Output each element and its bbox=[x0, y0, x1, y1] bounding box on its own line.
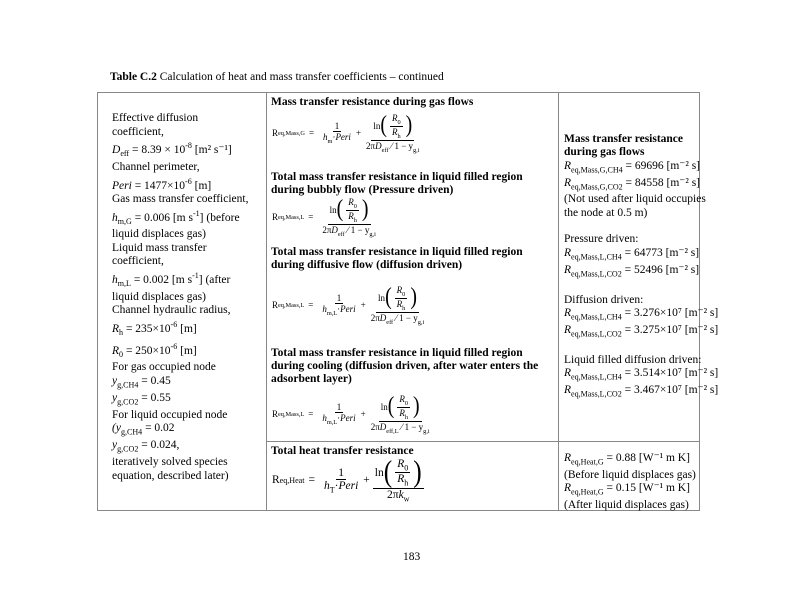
parameter-line: equation, described later) bbox=[112, 469, 229, 482]
parameter-line bbox=[112, 318, 262, 340]
r-subscript: eq,Mass,L bbox=[278, 301, 305, 309]
subscript: m,G bbox=[117, 216, 132, 226]
conduction-term bbox=[373, 455, 424, 503]
numerator bbox=[397, 394, 410, 408]
result-line bbox=[564, 452, 699, 469]
convection-term bbox=[320, 293, 357, 317]
parameter-line bbox=[112, 392, 262, 409]
result-value: = 64773 [m⁻² s] bbox=[621, 246, 700, 259]
unit: [m] bbox=[177, 322, 197, 335]
heading-diffusive-flow: Total mass transfer resistance in liquid filled region during diffusive flow (diffusion driven) bbox=[271, 246, 523, 272]
paren-open: ( bbox=[387, 393, 395, 420]
y-sub: g,i bbox=[417, 318, 425, 326]
r-symbol: R bbox=[564, 263, 572, 276]
symbol: D bbox=[112, 144, 121, 157]
numerator bbox=[371, 113, 414, 141]
paren-open: ( bbox=[336, 196, 344, 223]
denominator bbox=[321, 132, 353, 145]
paren-close: ) bbox=[405, 112, 413, 139]
rh-sub: h bbox=[404, 478, 409, 488]
slash: ⁄ bbox=[393, 312, 400, 323]
k: k bbox=[398, 488, 404, 501]
log-term bbox=[381, 394, 420, 421]
one-minus-y: 1 − y bbox=[399, 312, 418, 323]
r-subscript: eq,Mass,L,CO2 bbox=[571, 268, 622, 278]
result-value: = 0.15 [W⁻¹ m K] bbox=[603, 482, 690, 495]
results-title: during gas flows bbox=[564, 146, 645, 159]
paren-open: ( bbox=[380, 112, 387, 139]
ratio bbox=[397, 394, 410, 421]
equation-gas-flow bbox=[272, 113, 425, 153]
plus: + bbox=[363, 474, 370, 487]
h: h bbox=[322, 304, 327, 315]
heading-cooling: Total mass transfer resistance in liquid filled region during cooling (diffusion driven, after water enters the adsorbent layer) bbox=[271, 347, 539, 386]
r0-sub: 0 bbox=[404, 463, 409, 473]
d-sub: eff bbox=[386, 318, 394, 326]
two-pi: 2π bbox=[387, 488, 399, 501]
slash: ⁄ bbox=[388, 140, 395, 151]
d-sub: eff,L bbox=[386, 427, 399, 435]
slash: ⁄ bbox=[398, 421, 405, 432]
two-pi: 2π bbox=[366, 140, 376, 151]
result-line bbox=[564, 307, 719, 324]
equals: = bbox=[308, 212, 314, 223]
superscript: -1 bbox=[192, 208, 200, 218]
r0: R bbox=[397, 458, 405, 470]
one-minus-y: 1 − y bbox=[350, 224, 370, 235]
ratio bbox=[395, 458, 410, 488]
caption-text: Calculation of heat and mass transfer coefficients – continued bbox=[156, 71, 444, 83]
one: 1 bbox=[336, 293, 342, 304]
h-sub: m,L bbox=[326, 310, 338, 318]
r-subscript: eq,Mass,L bbox=[278, 213, 305, 221]
one-minus-y: 1 − y bbox=[394, 140, 414, 151]
numerator bbox=[395, 458, 410, 473]
ratio bbox=[395, 285, 408, 312]
log-term bbox=[330, 197, 369, 224]
parameter-line: Liquid mass transfer bbox=[112, 241, 207, 254]
peri: Peri bbox=[338, 479, 359, 492]
symbol: Peri bbox=[112, 179, 132, 192]
denominator bbox=[390, 127, 403, 140]
paren-close: ) bbox=[410, 284, 417, 311]
superscript: -6 bbox=[185, 176, 192, 186]
symbol: R bbox=[112, 344, 120, 357]
r0-sub: 0 bbox=[353, 202, 357, 210]
convection-term bbox=[322, 467, 360, 494]
section-label: Liquid filled diffusion driven: bbox=[564, 353, 702, 366]
unit: ] (before bbox=[199, 211, 240, 224]
symbol: h bbox=[112, 273, 118, 286]
denominator bbox=[395, 473, 410, 487]
parameter-line bbox=[112, 269, 262, 291]
denominator bbox=[395, 299, 408, 312]
r0-sub: 0 bbox=[404, 399, 409, 407]
d-eff: D bbox=[379, 421, 387, 432]
parameters-column bbox=[112, 112, 262, 483]
y-sub: g,i bbox=[423, 427, 430, 435]
results-mass bbox=[564, 133, 719, 401]
one: 1 bbox=[336, 402, 342, 413]
heading-gas-flow: Mass transfer resistance during gas flows bbox=[271, 96, 474, 108]
column-divider bbox=[266, 93, 267, 510]
r-subscript: eq,Mass,L,CH4 bbox=[571, 252, 622, 262]
denominator bbox=[346, 211, 359, 224]
parameter-line: Channel hydraulic radius, bbox=[112, 304, 231, 317]
rh-sub: h bbox=[402, 304, 406, 312]
paren-open: ( bbox=[383, 455, 393, 489]
parameter-line bbox=[112, 175, 262, 193]
d-sub: eff bbox=[381, 146, 389, 154]
numerator bbox=[346, 197, 359, 211]
r-symbol: R bbox=[564, 307, 572, 320]
section-label: Pressure driven: bbox=[564, 233, 639, 246]
r-subscript: eq,Mass,G bbox=[278, 129, 305, 137]
r0: R bbox=[348, 197, 354, 207]
subscript: g,CO2 bbox=[117, 397, 139, 407]
denominator bbox=[397, 408, 410, 421]
symbol: (y bbox=[112, 422, 121, 435]
denominator bbox=[369, 422, 432, 435]
note: (Before liquid displaces gas) bbox=[564, 468, 696, 481]
symbol: y bbox=[112, 391, 118, 404]
rh: R bbox=[396, 298, 403, 309]
note: the node at 0.5 m) bbox=[564, 206, 648, 219]
h-sub: m bbox=[327, 138, 333, 146]
numerator bbox=[336, 467, 346, 480]
r0: R bbox=[391, 113, 398, 123]
one: 1 bbox=[338, 466, 344, 479]
denominator bbox=[322, 480, 360, 494]
numerator bbox=[335, 402, 344, 413]
parameter-line bbox=[112, 207, 262, 229]
parameter-line: For liquid occupied node bbox=[112, 408, 228, 421]
convection-term bbox=[321, 121, 353, 145]
result-value: = 69696 [m⁻² s] bbox=[622, 159, 701, 172]
dot: · bbox=[337, 413, 341, 424]
rh: R bbox=[397, 473, 405, 486]
unit: [m² s⁻¹] bbox=[191, 144, 232, 157]
two-pi: 2π bbox=[370, 312, 380, 323]
ln: ln bbox=[374, 466, 384, 479]
caption-label: Table C.2 bbox=[110, 71, 157, 83]
conduction-term bbox=[369, 394, 432, 434]
subscript: g,CO2 bbox=[117, 444, 139, 454]
note: (Not used after liquid occupies bbox=[564, 193, 706, 206]
result-line bbox=[564, 264, 699, 281]
k-sub: w bbox=[403, 493, 410, 503]
log-term bbox=[378, 285, 417, 312]
one-minus-y: 1 − y bbox=[404, 421, 424, 432]
r-symbol: R bbox=[564, 383, 572, 396]
unit: [m] bbox=[177, 344, 197, 357]
r0: R bbox=[396, 285, 403, 295]
result-value: = 3.514×10⁷ [m⁻² s] bbox=[621, 367, 719, 380]
convection-term bbox=[320, 402, 357, 426]
ln: ln bbox=[378, 293, 386, 304]
spacer bbox=[564, 340, 699, 353]
r-subscript: eq,Mass,G,CH4 bbox=[571, 165, 623, 175]
symbol: h bbox=[112, 211, 118, 224]
r-symbol: R bbox=[272, 128, 279, 139]
r-subscript: eq,Mass,G,CO2 bbox=[571, 181, 623, 191]
result-value: = 3.467×10⁷ [m⁻² s] bbox=[621, 383, 719, 396]
subscript: h bbox=[119, 328, 124, 338]
numerator bbox=[379, 394, 422, 422]
superscript: -1 bbox=[192, 271, 199, 281]
result-line bbox=[564, 383, 719, 401]
result-line bbox=[564, 367, 719, 384]
h-sub: T bbox=[329, 485, 335, 495]
r-symbol: R bbox=[564, 323, 572, 336]
rh: R bbox=[348, 210, 354, 221]
h: h bbox=[323, 132, 328, 143]
denominator bbox=[364, 141, 422, 154]
r-subscript: eq,Mass,L,CO2 bbox=[571, 329, 622, 339]
parameter-line bbox=[112, 340, 262, 362]
peri: Peri bbox=[340, 304, 356, 315]
parameter-line: liquid displaces gas) bbox=[112, 290, 206, 303]
r-symbol: R bbox=[272, 474, 280, 487]
ln: ln bbox=[373, 121, 381, 132]
d-sub: eff bbox=[337, 230, 345, 238]
subscript: g,CH4 bbox=[120, 427, 143, 437]
r0: R bbox=[399, 394, 405, 404]
r-symbol: R bbox=[272, 212, 279, 223]
numerator bbox=[335, 293, 344, 304]
denominator bbox=[385, 489, 411, 503]
two-pi: 2π bbox=[370, 421, 380, 432]
r-symbol: R bbox=[564, 452, 572, 464]
dot: · bbox=[337, 304, 341, 315]
value: = 0.02 bbox=[142, 422, 175, 435]
parameter-line: Gas mass transfer coefficient, bbox=[112, 192, 249, 205]
plus: + bbox=[360, 409, 366, 420]
parameter-line: Channel perimeter, bbox=[112, 160, 200, 173]
r-symbol: R bbox=[564, 367, 572, 380]
value: = 1477×10 bbox=[131, 179, 186, 192]
peri: Peri bbox=[340, 413, 356, 424]
subscript: m,L bbox=[117, 279, 131, 289]
r-subscript: eq,Mass,L,CO2 bbox=[571, 389, 622, 399]
r-subscript: eq,Heat,G bbox=[571, 457, 604, 467]
plus: + bbox=[355, 128, 362, 139]
y-sub: g,i bbox=[413, 146, 420, 154]
section-label: Diffusion driven: bbox=[564, 293, 644, 306]
slash: ⁄ bbox=[344, 224, 351, 235]
r-subscript: eq,Heat bbox=[279, 475, 305, 485]
note: (After liquid displaces gas) bbox=[564, 498, 689, 511]
equation-heat bbox=[272, 455, 427, 503]
r-symbol: R bbox=[272, 409, 279, 420]
r-subscript: eq,Mass,L,CH4 bbox=[571, 312, 622, 322]
parameter-line: coefficient, bbox=[112, 125, 164, 138]
r-subscript: eq,Mass,L bbox=[278, 410, 305, 418]
h: h bbox=[322, 413, 327, 424]
d-eff: D bbox=[331, 224, 338, 235]
result-line bbox=[564, 482, 699, 499]
numerator bbox=[395, 285, 408, 299]
plus: + bbox=[360, 300, 366, 311]
r-symbol: R bbox=[564, 482, 572, 495]
r0-sub: 0 bbox=[402, 290, 406, 298]
peri: Peri bbox=[335, 132, 351, 143]
denominator bbox=[320, 304, 357, 317]
parameter-line bbox=[112, 375, 262, 392]
column-divider bbox=[558, 93, 559, 510]
numerator bbox=[390, 113, 403, 127]
parameter-line: Effective diffusion bbox=[112, 112, 199, 124]
log-term bbox=[373, 113, 412, 140]
value: = 0.45 bbox=[138, 374, 171, 387]
result-line bbox=[564, 323, 719, 341]
r-subscript: eq,Heat,G bbox=[571, 487, 604, 497]
ratio bbox=[346, 197, 359, 224]
numerator bbox=[373, 455, 424, 489]
paren-close: ) bbox=[413, 393, 420, 420]
value: = 235×10 bbox=[123, 322, 171, 335]
row-divider bbox=[266, 441, 699, 442]
h-sub: m,L bbox=[326, 419, 338, 427]
symbol: y bbox=[112, 374, 118, 387]
equals: = bbox=[308, 300, 314, 311]
rh-sub: h bbox=[404, 413, 409, 421]
rh-sub: h bbox=[397, 132, 401, 140]
value: = 8.39 × 10 bbox=[129, 144, 186, 157]
equation-cooling bbox=[272, 394, 435, 434]
equation-diffusion-driven bbox=[272, 285, 429, 325]
subscript: g,CH4 bbox=[117, 380, 139, 390]
denominator bbox=[320, 225, 378, 238]
parameter-line bbox=[112, 422, 262, 439]
rh: R bbox=[391, 126, 398, 137]
results-heat bbox=[564, 452, 699, 512]
r-symbol: R bbox=[272, 300, 279, 311]
ln: ln bbox=[329, 205, 337, 216]
r0-sub: 0 bbox=[397, 118, 401, 126]
rh-sub: h bbox=[353, 216, 357, 224]
superscript: -6 bbox=[170, 319, 178, 329]
page-number: 183 bbox=[403, 551, 421, 563]
spacer bbox=[564, 280, 699, 293]
result-value: = 84558 [m⁻² s] bbox=[622, 176, 701, 189]
symbol: R bbox=[112, 322, 120, 335]
h: h bbox=[323, 479, 330, 492]
symbol: y bbox=[112, 439, 118, 452]
value: = 0.006 [m s bbox=[131, 211, 193, 224]
numerator bbox=[333, 121, 342, 132]
numerator bbox=[376, 285, 419, 313]
parameter-line bbox=[112, 439, 262, 456]
paren-open: ( bbox=[385, 284, 392, 311]
ln: ln bbox=[380, 402, 388, 413]
result-line bbox=[564, 160, 699, 177]
unit: [m] bbox=[191, 179, 212, 192]
d-eff: D bbox=[379, 312, 387, 323]
result-value: = 0.88 [W⁻¹ m K] bbox=[603, 452, 690, 464]
paren-close: ) bbox=[413, 455, 422, 489]
unit: ] (after bbox=[198, 273, 231, 286]
result-line bbox=[564, 177, 699, 194]
r-symbol: R bbox=[564, 159, 572, 172]
denominator bbox=[320, 413, 357, 426]
equals: = bbox=[308, 474, 315, 487]
subscript: 0 bbox=[119, 349, 124, 359]
y-sub: g,i bbox=[369, 230, 376, 238]
conduction-term bbox=[364, 113, 422, 153]
paren-close: ) bbox=[361, 196, 369, 223]
parameter-line: For gas occupied node bbox=[112, 361, 216, 374]
equation-pressure-driven bbox=[272, 197, 381, 237]
denominator bbox=[369, 313, 427, 326]
value: = 0.002 [m s bbox=[130, 273, 193, 286]
dot: · bbox=[334, 479, 339, 492]
dot: · bbox=[332, 132, 336, 143]
parameter-line bbox=[112, 139, 262, 161]
result-value: = 52496 [m⁻² s] bbox=[621, 263, 700, 276]
two-pi: 2π bbox=[322, 224, 332, 235]
parameter-line: iteratively solved species bbox=[112, 456, 228, 469]
value: = 250×10 bbox=[123, 344, 171, 357]
d-eff: D bbox=[375, 140, 382, 151]
numerator bbox=[328, 197, 371, 225]
conduction-term bbox=[320, 197, 378, 237]
results-title: Mass transfer resistance bbox=[564, 133, 684, 145]
ratio bbox=[390, 113, 403, 140]
equals: = bbox=[308, 409, 314, 420]
value: = 0.55 bbox=[138, 391, 171, 404]
log-term bbox=[374, 455, 422, 489]
r-symbol: R bbox=[564, 176, 572, 189]
result-value: = 3.276×10⁷ [m⁻² s] bbox=[621, 307, 719, 320]
rh: R bbox=[399, 407, 405, 418]
result-value: = 3.275×10⁷ [m⁻² s] bbox=[621, 323, 719, 336]
conduction-term bbox=[369, 285, 427, 325]
one: 1 bbox=[334, 121, 340, 132]
value: = 0.024, bbox=[138, 439, 180, 452]
table-caption bbox=[110, 71, 444, 83]
heading-bubbly-flow: Total mass transfer resistance in liquid filled region during bubbly flow (Pressure driven) bbox=[271, 171, 523, 197]
parameter-line: liquid displaces gas) bbox=[112, 228, 206, 241]
spacer bbox=[564, 220, 699, 233]
superscript: -8 bbox=[185, 141, 192, 151]
superscript: -6 bbox=[170, 341, 178, 351]
equals: = bbox=[308, 128, 315, 139]
result-line bbox=[564, 247, 699, 264]
parameter-line: coefficient, bbox=[112, 255, 164, 268]
heading-heat-transfer: Total heat transfer resistance bbox=[271, 445, 414, 457]
r-subscript: eq,Mass,L,CH4 bbox=[571, 372, 622, 382]
r-symbol: R bbox=[564, 246, 572, 259]
subscript: eff bbox=[120, 149, 130, 159]
